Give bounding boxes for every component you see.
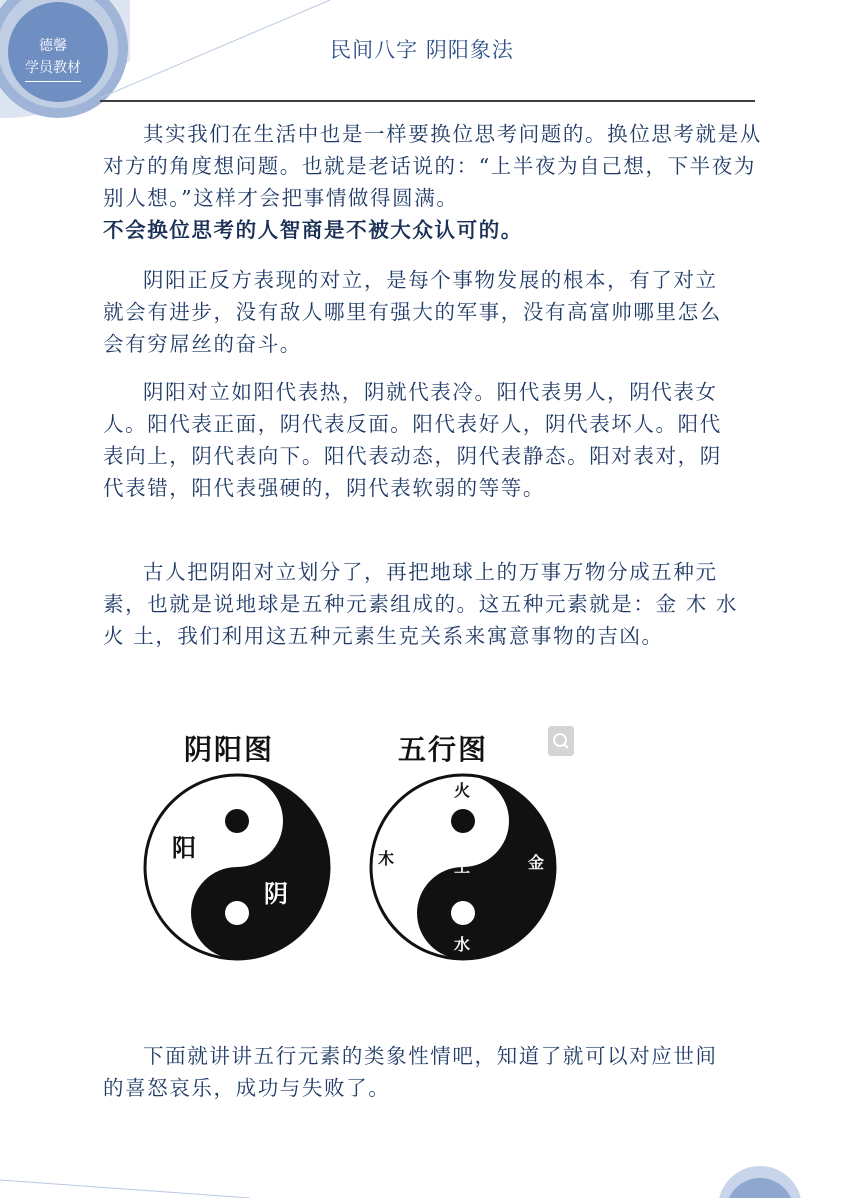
paragraph-4-text: 古人把阴阳对立划分了，再把地球上的万事万物分成五种元素，也就是说地球是五种元素组成的。这五种元素就是：金 木 水 火 土，我们利用这五种元素生克关系来寓意事物的吉凶。	[103, 560, 739, 648]
wood-label: 木	[378, 849, 395, 868]
yinyang-title: 阴阳图	[184, 733, 275, 766]
water-label: 水	[454, 935, 471, 954]
paragraph-5-text: 下面就讲讲五行元素的类象性情吧，知道了就可以对应世间的喜怒哀乐，成功与失败了。	[103, 1044, 718, 1100]
paragraph-2	[103, 264, 733, 360]
wuxing-title: 五行图	[398, 733, 489, 766]
footer-decoration	[0, 1150, 844, 1198]
yin-yang-icon	[142, 772, 332, 962]
earth-label: 土	[454, 857, 471, 876]
paragraph-3	[103, 376, 733, 504]
paragraph-1-bold: 不会换位思考的人智商是不被大众认可的。	[103, 218, 523, 242]
paragraph-3-text: 阴阳对立如阳代表热，阴就代表冷。阳代表男人，阴代表女人。阳代表正面，阴代表反面。阳代表好人，阴代表坏人。阳代表向上，阴代表向下。阳代表动态，阴代表静态。阳对表对，阴代表错，阳代表强硬的，阴代表软弱的等等。	[103, 380, 722, 500]
paragraph-1	[103, 118, 763, 246]
wuxing-diagram	[368, 772, 558, 962]
metal-label: 金	[528, 853, 545, 872]
yin-label: 阴	[264, 880, 288, 908]
paragraph-4	[103, 556, 743, 652]
badge-line-2: 学员教材	[25, 57, 81, 82]
paragraph-5	[103, 1040, 733, 1104]
badge-line-1: 德馨	[39, 37, 67, 54]
header-divider	[100, 100, 755, 102]
paragraph-2-text: 阴阳正反方表现的对立，是每个事物发展的根本，有了对立就会有进步，没有敌人哪里有强大的军事，没有高富帅哪里怎么会有穷屌丝的奋斗。	[103, 268, 722, 356]
page-title: 民间八字 阴阳象法	[330, 38, 514, 62]
yang-label: 阳	[172, 834, 196, 862]
paragraph-1-text: 其实我们在生活中也是一样要换位思考问题的。换位思考就是从对方的角度想问题。也就是老话说的：“上半夜为自己想，下半夜为别人想。”这样才会把事情做得圆满。	[103, 122, 762, 210]
zoom-icon[interactable]	[548, 726, 574, 756]
fire-label: 火	[454, 781, 471, 800]
